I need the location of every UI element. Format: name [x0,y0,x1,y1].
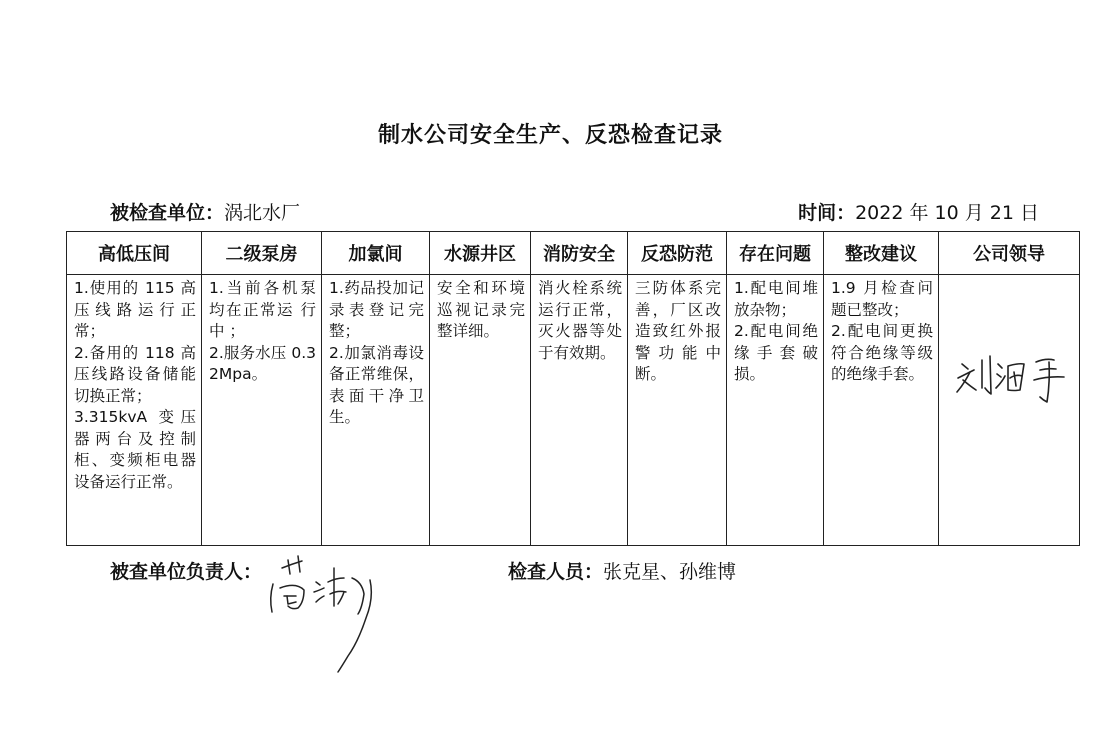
inspection-date [798,198,1039,225]
table-cell: 消火栓系统运行正常，灭火器等处于有效期。 [531,275,628,546]
header-cell: 高低压间 [67,232,202,275]
inspected-unit-value: 涡北水厂 [224,202,301,224]
table-header-row [67,232,1080,275]
responsible-person-label: 被查单位负责人： [110,561,263,583]
inspection-date-label: 时间： [798,202,856,224]
inspection-record-table [66,231,1080,546]
inspectors [508,557,736,584]
table-cell: 1.当前各机泵均在正常运 行 中 ； 2.服务水压 0.32Mpa。 [202,275,322,546]
header-cell: 反恐防范 [628,232,727,275]
inspectors-value: 张克星、孙维博 [603,561,737,583]
header-cell: 二级泵房 [202,232,322,275]
company-leader-signature [952,350,1068,410]
responsible-person-signature [258,552,388,677]
table-row [67,275,1080,546]
table-cell: 1.使用的 115 高压线路运行正常； 2.备用的 118 高压线路设备储能切换正常； 3.315kvA 变压器两台及控制柜、变频柜电器设备运行正常。 [67,275,202,546]
inspected-unit-label: 被检查单位： [110,202,225,224]
header-cell: 水源井区 [430,232,531,275]
header-cell: 存在问题 [727,232,824,275]
header-cell: 消防安全 [531,232,628,275]
table-cell: 三防体系完善，厂区改造致红外报警功能中断。 [628,275,727,546]
table-cell: 1.9 月检查问题已整改； 2.配电间更换符合绝缘等级的绝缘手套。 [824,275,939,546]
inspection-date-value: 2022 年 10 月 21 日 [855,202,1039,224]
document-title: 制水公司安全生产、反恐检查记录 [377,123,723,148]
header-cell: 加氯间 [322,232,430,275]
header-cell: 整改建议 [824,232,939,275]
table-cell: 安全和环境巡视记录完整详细。 [430,275,531,546]
inspected-unit [110,198,300,225]
table-cell: 1.配电间堆放杂物； 2.配电间绝缘手套破损。 [727,275,824,546]
inspectors-label: 检查人员： [508,561,604,583]
table-cell: 1.药品投加记录表登记完整； 2.加氯消毒设备正常维保，表面干净卫生。 [322,275,430,546]
header-cell: 公司领导 [939,232,1080,275]
